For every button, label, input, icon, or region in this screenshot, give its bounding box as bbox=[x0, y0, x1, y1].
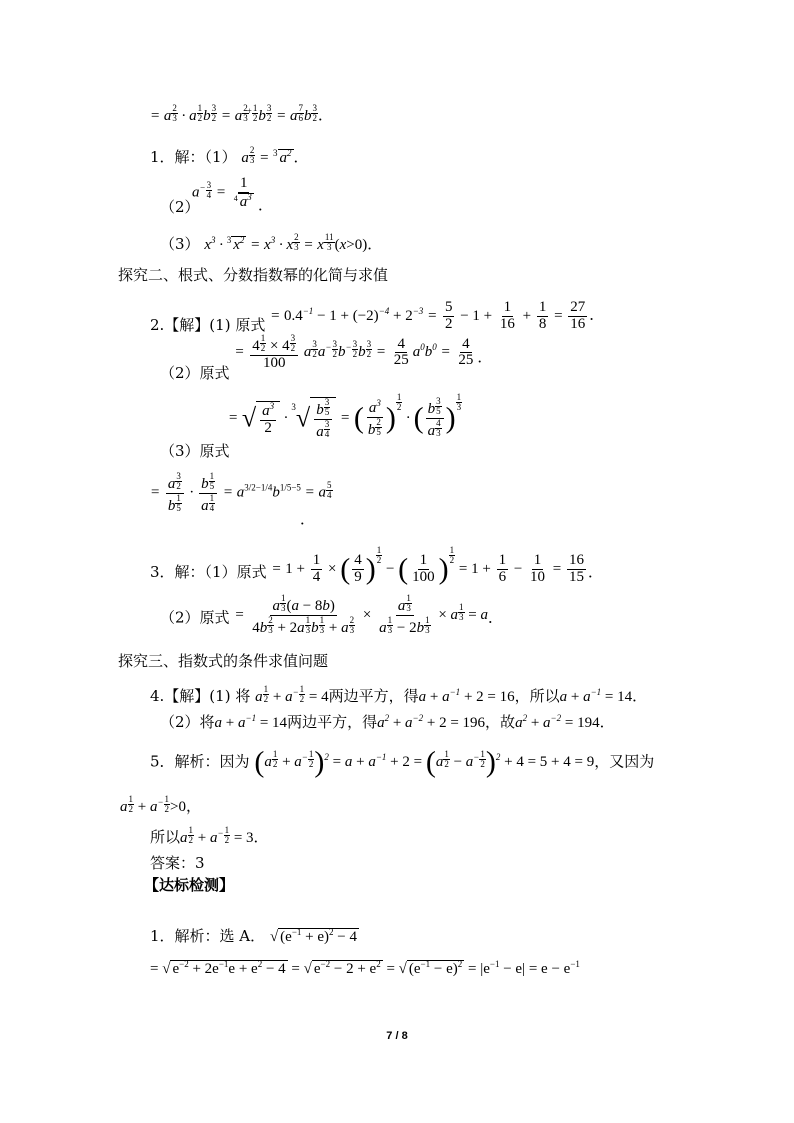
q5-so-line: 所以a $\frac{1}{2}$ + a− $\frac{1}{2}$ = 3． bbox=[150, 825, 269, 846]
q4-2-mid1: 两边平方，得 bbox=[287, 713, 378, 731]
q4-2-formula-a: $a + a^{-1} = 14$ bbox=[214, 713, 288, 731]
answer: 答案：3 bbox=[150, 854, 205, 872]
q4-mid1: 两边平方，得 bbox=[328, 687, 419, 705]
q1-3-label: （3） bbox=[160, 235, 200, 253]
q4-2-line: （2）将$a + a^{-1} = 14$两边平方，得$a^2 + a^{-2} + 2 = 196$，故$a^2 + a^{-2} = 194$． bbox=[160, 713, 615, 731]
page-number: 7 / 8 bbox=[386, 1030, 408, 1042]
q4-formula-c: $a + a^{-1} = 14$ bbox=[559, 687, 633, 705]
q5-so: 所以 bbox=[150, 828, 181, 846]
q5-line bbox=[150, 748, 654, 778]
q1-3-line: （3） $x^3 \cdot ^3$ $x^2 = x^3 \cdot x$ $\frac{2}{3}$ = x $\frac{11}{3}$ (x>0)． bbox=[160, 232, 383, 253]
q1-2-dot: ． bbox=[258, 196, 274, 214]
d1-formula: √ $(e^{-1} + e)^2 - 4$ bbox=[269, 927, 357, 945]
punct: ． bbox=[317, 108, 333, 124]
q4-line: 4.【解】(1) 将 a $\frac{1}{2}$ + a− $\frac{1}{2}$ = 4两边平方，得$a + a^{-1} + 2 = 16$，所以$a + a^{-1} = 14$． bbox=[150, 684, 648, 705]
q2-line: 2.【解】(1) 原式 = $0.4^{-1} - 1 + (-2)^{-4} + 2^{-3}$ = $\frac{5}{2}$ − 1 + $\frac{1}{16}$ + $\frac{1}{8}$ = $\frac{27}{16}$ ． bbox=[150, 299, 605, 334]
q4-mid2: ，所以 bbox=[514, 687, 560, 705]
q1-label: 1．解：（1） bbox=[150, 148, 237, 166]
q2-3-label: （3）原式 bbox=[160, 442, 230, 460]
q3-line: 3．解：（1）原式 = 1 + $\frac{1}{4}$ × ( $\frac{4}{9}$ ) $\frac{1}{2}$ − ( $\frac{1}{100}$ ) $\frac{1}{2}$ = 1 + $\frac{1}{6}$ − $\frac{1}{10}$ = $\frac{16}{15}$ ． bbox=[150, 545, 604, 586]
q4-formula-b: $a + a^{-1} + 2 = 16$ bbox=[418, 687, 515, 705]
q3-2-line: （2）原式 = a $\frac{1}{3}$ (a − 8b) 4b $\frac{2}{3}$ + 2a $\frac{1}{3}$ b $\frac{1}{3}$ + a $\frac{2}{3}$ × a $\frac{1}{3}$ a $\frac{1}{3}$ − 2b $\frac{1}{3}$ × a $\frac{1}{3}$ = a． bbox=[160, 593, 504, 636]
q1-formula: a $\frac{2}{3}$ = $^3$ $a^2$ bbox=[241, 145, 292, 166]
q1-2-label: （2） bbox=[160, 198, 200, 216]
q2-2-formula: = 4 $\frac{1}{2}$ × 4 $\frac{3}{2}$ 100 a $\frac{3}{2}$ a− $\frac{3}{2}$ b− $\frac{3}{2}$ b $\frac{3}{2}$ = $\frac{4}{25}$ $a^0b^0$ = $\frac{4}{25}$ bbox=[234, 333, 474, 371]
q3-2-formula: = a $\frac{1}{3}$ (a − 8b) 4b $\frac{2}{3}$ + 2a $\frac{1}{3}$ b $\frac{1}{3}$ + a $\frac{2}{3}$ × a $\frac{1}{3}$ a $\frac{1}{3}$ − 2b $\frac{1}{3}$ × a $\frac{1}{3}$ = a bbox=[234, 593, 489, 636]
dabiao-heading: 【达标检测】 bbox=[144, 876, 235, 894]
q2-label: 2.【解】(1) 原式 bbox=[150, 315, 266, 334]
d1-line bbox=[150, 928, 359, 945]
q4-2-formula-c: $a^2 + a^{-2} = 194$ bbox=[515, 713, 600, 731]
q3-label: 3．解：（1）原式 bbox=[150, 563, 267, 581]
q1-line: 1．解：（1） a $\frac{2}{3}$ = $^3$ $a^2$ ． bbox=[150, 145, 309, 166]
q2-3-dot: ． bbox=[300, 510, 316, 528]
q2-3-formula: = √ $\frac{a^3}{2}$ · $^3$√ b $\frac{3}{5}$ a $\frac{3}{4}$ = ( $a^3$ b $\frac{2}{5}$ ) $\frac{1}{2}$ · ( b $\frac{3}{5}$ a $\frac{4}{3}$ ) $\frac{1}{3}$ bbox=[228, 392, 462, 440]
q1-3-formula: $x^3 \cdot ^3$ $x^2 = x^3 \cdot x$ $\frac{2}{3}$ = x $\frac{11}{3}$ (x>0) bbox=[204, 232, 368, 253]
q5-so-formula: a $\frac{1}{2}$ + a− $\frac{1}{2}$ = 3 bbox=[180, 825, 254, 846]
q4-2-formula-b: $a^2 + a^{-2} + 2 = 196$ bbox=[377, 713, 486, 731]
q5-cont-tail: ， bbox=[186, 797, 202, 815]
q5-tail: ，又因为 bbox=[594, 752, 655, 771]
q4-2-mid2: ，故 bbox=[485, 713, 516, 731]
q1-2-formula: a− $\frac{3}{4}$ = $\frac{1}{^4 a^3}$ bbox=[192, 175, 252, 210]
q4-2-label: （2）将 bbox=[160, 713, 215, 731]
q2-3-formula-cont: = a $\frac{3}{2}$ b $\frac{1}{5}$ · b $\frac{1}{5}$ a $\frac{1}{4}$ = $a^{3/2-1/4}b^{1/5-5} = a$ $\frac{5}{4}$ bbox=[150, 471, 332, 514]
q5-cont-formula: a $\frac{1}{2}$ + a− $\frac{1}{2}$ >0 bbox=[120, 794, 187, 815]
section-2-heading: 探究二、根式、分数指数幂的化简与求值 bbox=[118, 266, 389, 284]
q5-formula: (a $\frac{1}{2}$ + a− $\frac{1}{2}$ )$^2 = a + a^{-1} + 2 = (a$ $\frac{1}{2}$ − a− $\frac{1}{2}$ )$^2$ + 4 = 5 + 4 = 9 bbox=[254, 746, 595, 779]
q3-2-label: （2）原式 bbox=[160, 608, 230, 627]
q2-2-line: （2）原式 = 4 $\frac{1}{2}$ × 4 $\frac{3}{2}$ 100 a $\frac{3}{2}$ a− $\frac{3}{2}$ b− $\frac{3}{2}$ b $\frac{3}{2}$ = $\frac{4}{25}$ $a^0b^0$ = $\frac{4}{25}$ ． bbox=[160, 333, 493, 383]
d1-label: 1．解析：选 A． bbox=[150, 927, 266, 945]
section-3-heading: 探究三、指数式的条件求值问题 bbox=[118, 652, 329, 670]
q2-formula: = $0.4^{-1} - 1 + (-2)^{-4} + 2^{-3}$ = $\frac{5}{2}$ − 1 + $\frac{1}{16}$ + $\frac{1}{8}$ = $\frac{27}{16}$ bbox=[270, 299, 586, 332]
q3-formula: = 1 + $\frac{1}{4}$ × ( $\frac{4}{9}$ ) $\frac{1}{2}$ − ( $\frac{1}{100}$ ) $\frac{1}{2}$ = 1 + $\frac{1}{6}$ − $\frac{1}{10}$ = $\frac{16}{15}$ bbox=[271, 545, 585, 586]
equation-line-1: = a $\frac{2}{3}$ · a $\frac{1}{2}$ b $\frac{3}{2}$ = a $\frac{2}{3}$ + $\frac{1}{2}$ b $\frac{3}{2}$ = a $\frac{7}{6}$ b $\frac{3}{2}$ ． bbox=[150, 103, 333, 124]
q2-2-label: （2）原式 bbox=[160, 364, 230, 383]
q4-label: 4.【解】(1) 将 bbox=[150, 687, 251, 705]
q5-cont-line bbox=[120, 795, 201, 815]
d1-formula-cont: = √ $e^{-2} + 2e^{-1}e + e^2 - 4$ = √ $e^{-2} - 2 + e^2$ = √ $(e^{-1} - e)^2 = |e^{-1} - e| = e - e^{-1}$ bbox=[150, 959, 580, 977]
q5-label: 5．解析：因为 bbox=[150, 752, 250, 771]
q4-formula-a: a $\frac{1}{2}$ + a− $\frac{1}{2}$ = 4 bbox=[255, 684, 329, 705]
